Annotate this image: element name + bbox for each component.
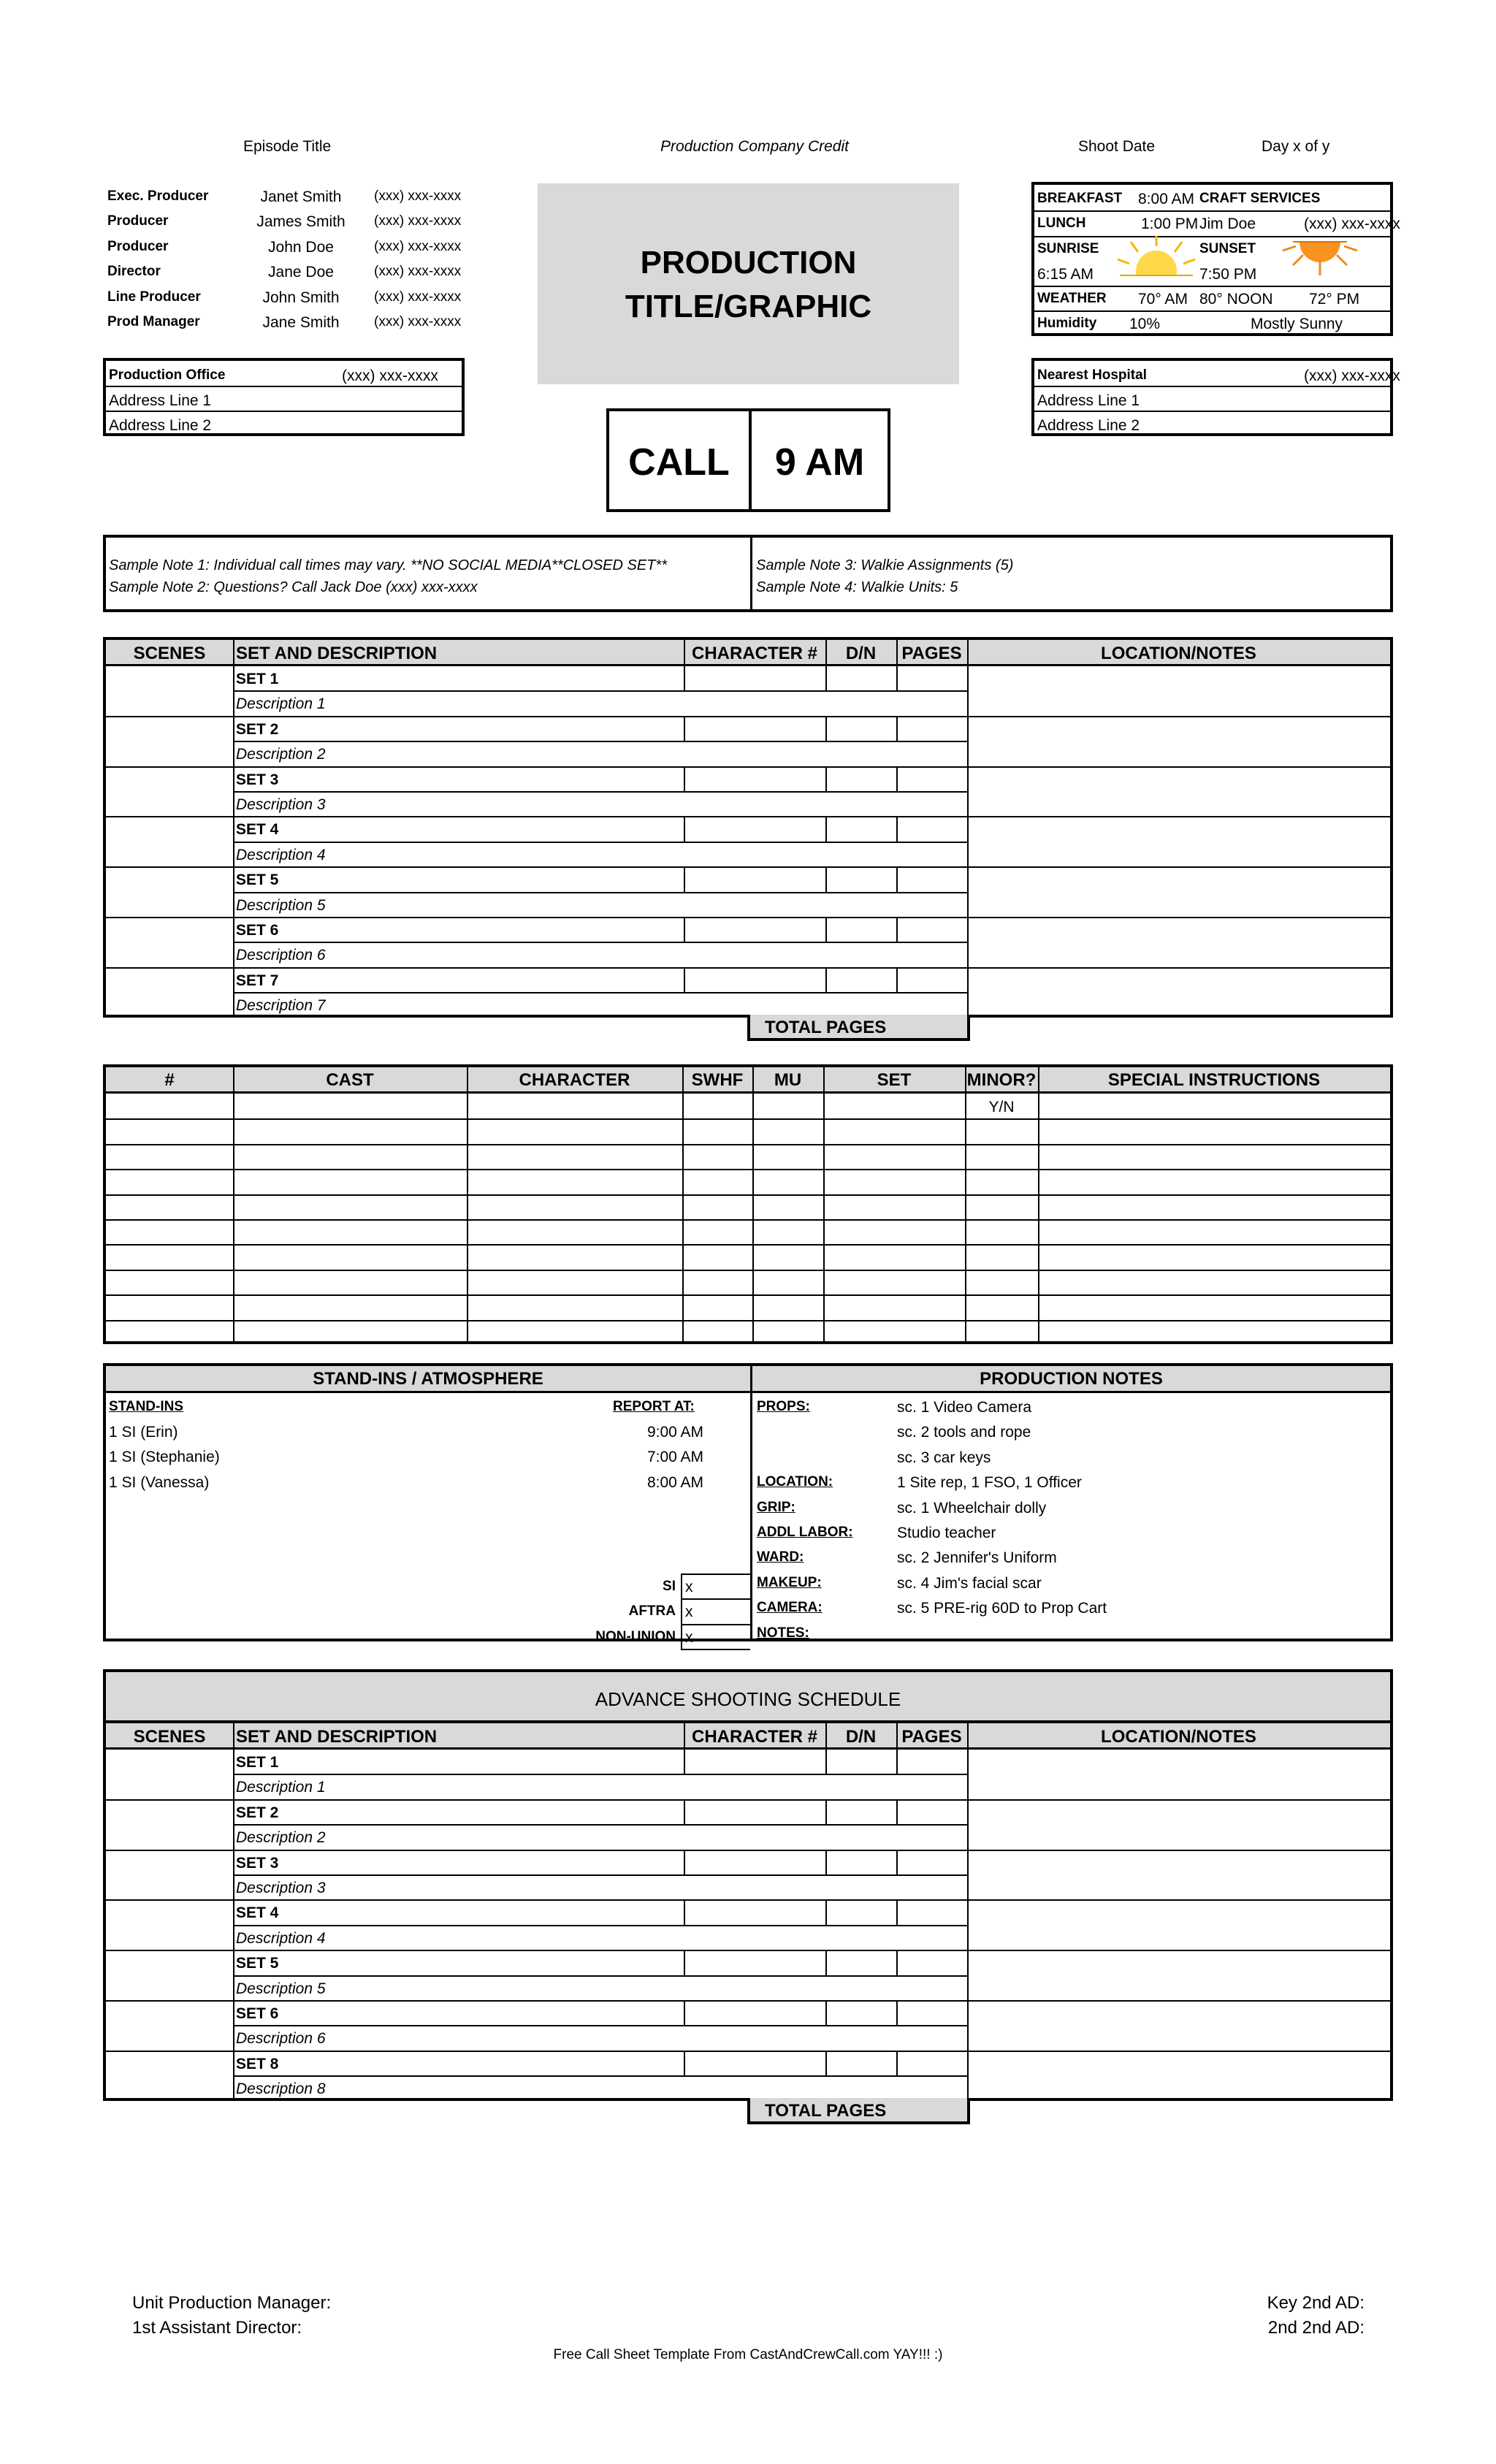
set-name: SET 3 bbox=[236, 1854, 279, 1872]
header-set: SET AND DESCRIPTION bbox=[236, 1727, 438, 1747]
header-dn: D/N bbox=[845, 1727, 877, 1747]
prod-note-value: 1 Site rep, 1 FSO, 1 Officer bbox=[897, 1474, 1082, 1492]
upm-label: Unit Production Manager: bbox=[132, 2293, 332, 2313]
call-box bbox=[606, 408, 890, 512]
prod-note-label: LOCATION: bbox=[757, 1474, 833, 1490]
cast-header-mu: MU bbox=[774, 1070, 802, 1090]
prod-note-label: MAKEUP: bbox=[757, 1574, 822, 1590]
cast-header-swhf: SWHF bbox=[691, 1070, 744, 1090]
crew-phone: (xxx) xxx-xxxx bbox=[374, 314, 462, 329]
set-description: Description 7 bbox=[236, 997, 326, 1015]
company-credit: Production Company Credit bbox=[660, 138, 849, 155]
header-loc: LOCATION/NOTES bbox=[1101, 1727, 1256, 1747]
crew-role: Prod Manager bbox=[107, 314, 200, 329]
prod-note-value: sc. 3 car keys bbox=[897, 1449, 991, 1466]
crew-role: Exec. Producer bbox=[107, 188, 209, 204]
crew-role: Line Producer bbox=[107, 289, 201, 305]
set-name: SET 3 bbox=[236, 771, 279, 788]
crew-name: Jane Doe bbox=[268, 264, 334, 281]
union-label: NON-UNION bbox=[595, 1628, 676, 1644]
crew-phone: (xxx) xxx-xxxx bbox=[374, 188, 462, 204]
prod-note-label: PROPS: bbox=[757, 1399, 810, 1414]
cast-header-special: SPECIAL INSTRUCTIONS bbox=[1107, 1070, 1321, 1090]
set-description: Description 4 bbox=[236, 846, 326, 863]
set-name: SET 4 bbox=[236, 821, 279, 839]
advance-frame bbox=[103, 1669, 1393, 2101]
union-value: x bbox=[685, 1579, 693, 1595]
standin-time: 7:00 AM bbox=[646, 1449, 703, 1466]
set-description: Description 8 bbox=[236, 2080, 326, 2098]
crew-name: John Doe bbox=[268, 238, 334, 256]
shoot-date: Shoot Date bbox=[1078, 138, 1156, 155]
set-description: Description 5 bbox=[236, 896, 326, 914]
set-name: SET 5 bbox=[236, 1955, 279, 1972]
note-1: Sample Note 1: Individual call times may vary. **NO SOCIAL MEDIA**CLOSED SET** bbox=[109, 557, 667, 573]
total-pages bbox=[747, 2098, 970, 2124]
standin-name: 1 SI (Stephanie) bbox=[109, 1449, 220, 1466]
crew-name: Jane Smith bbox=[262, 314, 340, 331]
set-name: SET 6 bbox=[236, 2005, 279, 2022]
title-graphic bbox=[538, 183, 959, 384]
header-scenes: SCENES bbox=[133, 644, 206, 663]
union-label: SI bbox=[663, 1579, 676, 1594]
union-value: x bbox=[685, 1603, 693, 1621]
crew-name: Janet Smith bbox=[260, 188, 342, 205]
set-name: SET 1 bbox=[236, 671, 279, 687]
prod-notes-title: PRODUCTION NOTES bbox=[980, 1369, 1163, 1389]
prod-note-value: Studio teacher bbox=[897, 1525, 996, 1541]
crew-phone: (xxx) xxx-xxxx bbox=[374, 264, 462, 280]
cast-header-set: SET bbox=[877, 1070, 912, 1090]
cast-header-num: # bbox=[164, 1070, 175, 1090]
set-name: SET 4 bbox=[236, 1904, 279, 1922]
cast-header-cast: CAST bbox=[326, 1070, 374, 1090]
note-3: Sample Note 3: Walkie Assignments (5) bbox=[756, 557, 1014, 573]
set-name: SET 1 bbox=[236, 1754, 279, 1771]
standin-time: 8:00 AM bbox=[646, 1473, 703, 1491]
second-2nd-ad-label: 2nd 2nd AD: bbox=[1267, 2318, 1365, 2338]
standin-name: 1 SI (Vanessa) bbox=[109, 1473, 210, 1491]
prod-note-value: sc. 2 tools and rope bbox=[897, 1424, 1031, 1441]
total-pages bbox=[747, 1015, 970, 1041]
episode-title: Episode Title bbox=[243, 138, 332, 155]
set-name: SET 2 bbox=[236, 1804, 279, 1821]
sunrise-icon bbox=[1116, 236, 1197, 283]
prod-note-value: sc. 1 Wheelchair dolly bbox=[897, 1499, 1047, 1517]
set-description: Description 2 bbox=[236, 1829, 326, 1847]
set-description: Description 6 bbox=[236, 947, 326, 964]
set-name: SET 7 bbox=[236, 972, 279, 989]
crew-role: Producer bbox=[107, 213, 169, 229]
prod-note-value: sc. 5 PRE-rig 60D to Prop Cart bbox=[897, 1600, 1107, 1617]
schedule-frame bbox=[103, 637, 1393, 1018]
crew-phone: (xxx) xxx-xxxx bbox=[374, 213, 462, 229]
header-loc: LOCATION/NOTES bbox=[1101, 644, 1256, 663]
first-ad-label: 1st Assistant Director: bbox=[132, 2318, 302, 2338]
set-description: Description 1 bbox=[236, 695, 326, 713]
sunset-icon bbox=[1280, 237, 1360, 277]
title-line-1: PRODUCTION bbox=[640, 245, 857, 281]
prod-note-label: WARD: bbox=[757, 1549, 804, 1565]
advance-title: ADVANCE SHOOTING SCHEDULE bbox=[595, 1688, 901, 1710]
key-2nd-ad-label: Key 2nd AD: bbox=[1267, 2293, 1365, 2313]
set-description: Description 4 bbox=[236, 1929, 326, 1947]
header-dn: D/N bbox=[845, 644, 877, 663]
meals-weather-box: BREAKFAST 8:00 AM CRAFT SERVICES LUNCH 1:00 PM Jim Doe (xxx) xxx-xxxx SUNRISE SUNSET 6:15 AM 7:50 PM WEATHER 70° AM 80° NOON 72° PM Humidity 10% Mostly Sunny bbox=[1031, 182, 1393, 336]
title-line-2: TITLE/GRAPHIC bbox=[625, 289, 872, 324]
set-description: Description 5 bbox=[236, 1980, 326, 1997]
cast-header-minor: MINOR? bbox=[966, 1070, 1037, 1090]
prod-note-label: ADDL LABOR: bbox=[757, 1525, 853, 1540]
set-description: Description 3 bbox=[236, 796, 326, 813]
day-of: Day x of y bbox=[1262, 138, 1330, 155]
hospital-box: Nearest Hospital (xxx) xxx-xxxx Address Line 1 Address Line 2 bbox=[1031, 358, 1393, 436]
set-description: Description 1 bbox=[236, 1779, 326, 1796]
template-credit: Free Call Sheet Template From CastAndCrewCall.com YAY!!! :) bbox=[553, 2347, 943, 2362]
crew-role: Director bbox=[107, 264, 161, 280]
header-char: CHARACTER # bbox=[691, 1727, 817, 1747]
prod-note-value: sc. 2 Jennifer's Uniform bbox=[897, 1549, 1057, 1567]
call-label: CALL bbox=[628, 441, 730, 484]
union-value: x bbox=[685, 1628, 693, 1646]
set-name: SET 6 bbox=[236, 922, 279, 939]
standin-name: 1 SI (Erin) bbox=[109, 1424, 178, 1441]
note-2: Sample Note 2: Questions? Call Jack Doe (xxx) xxx-xxxx bbox=[109, 579, 478, 595]
note-4: Sample Note 4: Walkie Units: 5 bbox=[756, 579, 958, 595]
total-pages-label: TOTAL PAGES bbox=[765, 2100, 887, 2121]
cast-header-character: CHARACTER bbox=[519, 1070, 630, 1090]
cast-frame bbox=[103, 1064, 1393, 1344]
crew-phone: (xxx) xxx-xxxx bbox=[374, 238, 462, 254]
set-description: Description 6 bbox=[236, 2030, 326, 2048]
crew-name: John Smith bbox=[262, 289, 340, 306]
union-label: AFTRA bbox=[628, 1603, 676, 1620]
set-name: SET 5 bbox=[236, 871, 279, 889]
standin-time: 9:00 AM bbox=[646, 1424, 703, 1441]
set-description: Description 2 bbox=[236, 746, 326, 763]
prod-note-value: sc. 4 Jim's facial scar bbox=[897, 1574, 1042, 1592]
set-description: Description 3 bbox=[236, 1880, 326, 1896]
header-set: SET AND DESCRIPTION bbox=[236, 644, 438, 663]
header-pages: PAGES bbox=[901, 644, 962, 663]
crew-phone: (xxx) xxx-xxxx bbox=[374, 289, 462, 305]
crew-role: Producer bbox=[107, 238, 169, 254]
prod-note-label: CAMERA: bbox=[757, 1600, 823, 1616]
header-pages: PAGES bbox=[901, 1727, 962, 1747]
header-scenes: SCENES bbox=[133, 1727, 206, 1747]
notes-box bbox=[103, 535, 1393, 612]
total-pages-label: TOTAL PAGES bbox=[765, 1017, 887, 1037]
production-office-box: Production Office (xxx) xxx-xxxx Address Line 1 Address Line 2 bbox=[103, 358, 465, 436]
standins-title: STAND-INS / ATMOSPHERE bbox=[313, 1369, 543, 1389]
prod-note-label: GRIP: bbox=[757, 1499, 795, 1515]
prod-note-value: sc. 1 Video Camera bbox=[897, 1399, 1032, 1416]
crew-name: James Smith bbox=[256, 213, 346, 231]
set-name: SET 8 bbox=[236, 2055, 279, 2072]
prod-note-label: NOTES: bbox=[757, 1625, 809, 1641]
call-time: 9 AM bbox=[774, 441, 865, 484]
set-name: SET 2 bbox=[236, 720, 279, 738]
minor-yn: Y/N bbox=[988, 1099, 1015, 1115]
standins-notes-box: STAND-INS / ATMOSPHERE PRODUCTION NOTES STAND-INS REPORT AT: 1 SI (Erin) 9:00 AM 1 SI (Stephanie) 7:00 AM 1 SI (Vanessa) 8:00 AM SI x AFTRA x NON-UNION x PROPS: sc. 1 Video Camera sc. 2 tools and rope sc. 3 car keys LOCATION: 1 Site rep, 1 FSO, 1 Officer GRIP: sc. 1 Wheelchair dolly ADDL LABOR: Studio teacher WARD: sc. 2 Jennifer's Uniform MAKEUP: sc. 4 Jim's facial scar CAMERA: sc. 5 PRE-rig 60D to Prop Cart NOTES: bbox=[103, 1363, 1393, 1641]
header-char: CHARACTER # bbox=[691, 644, 817, 663]
